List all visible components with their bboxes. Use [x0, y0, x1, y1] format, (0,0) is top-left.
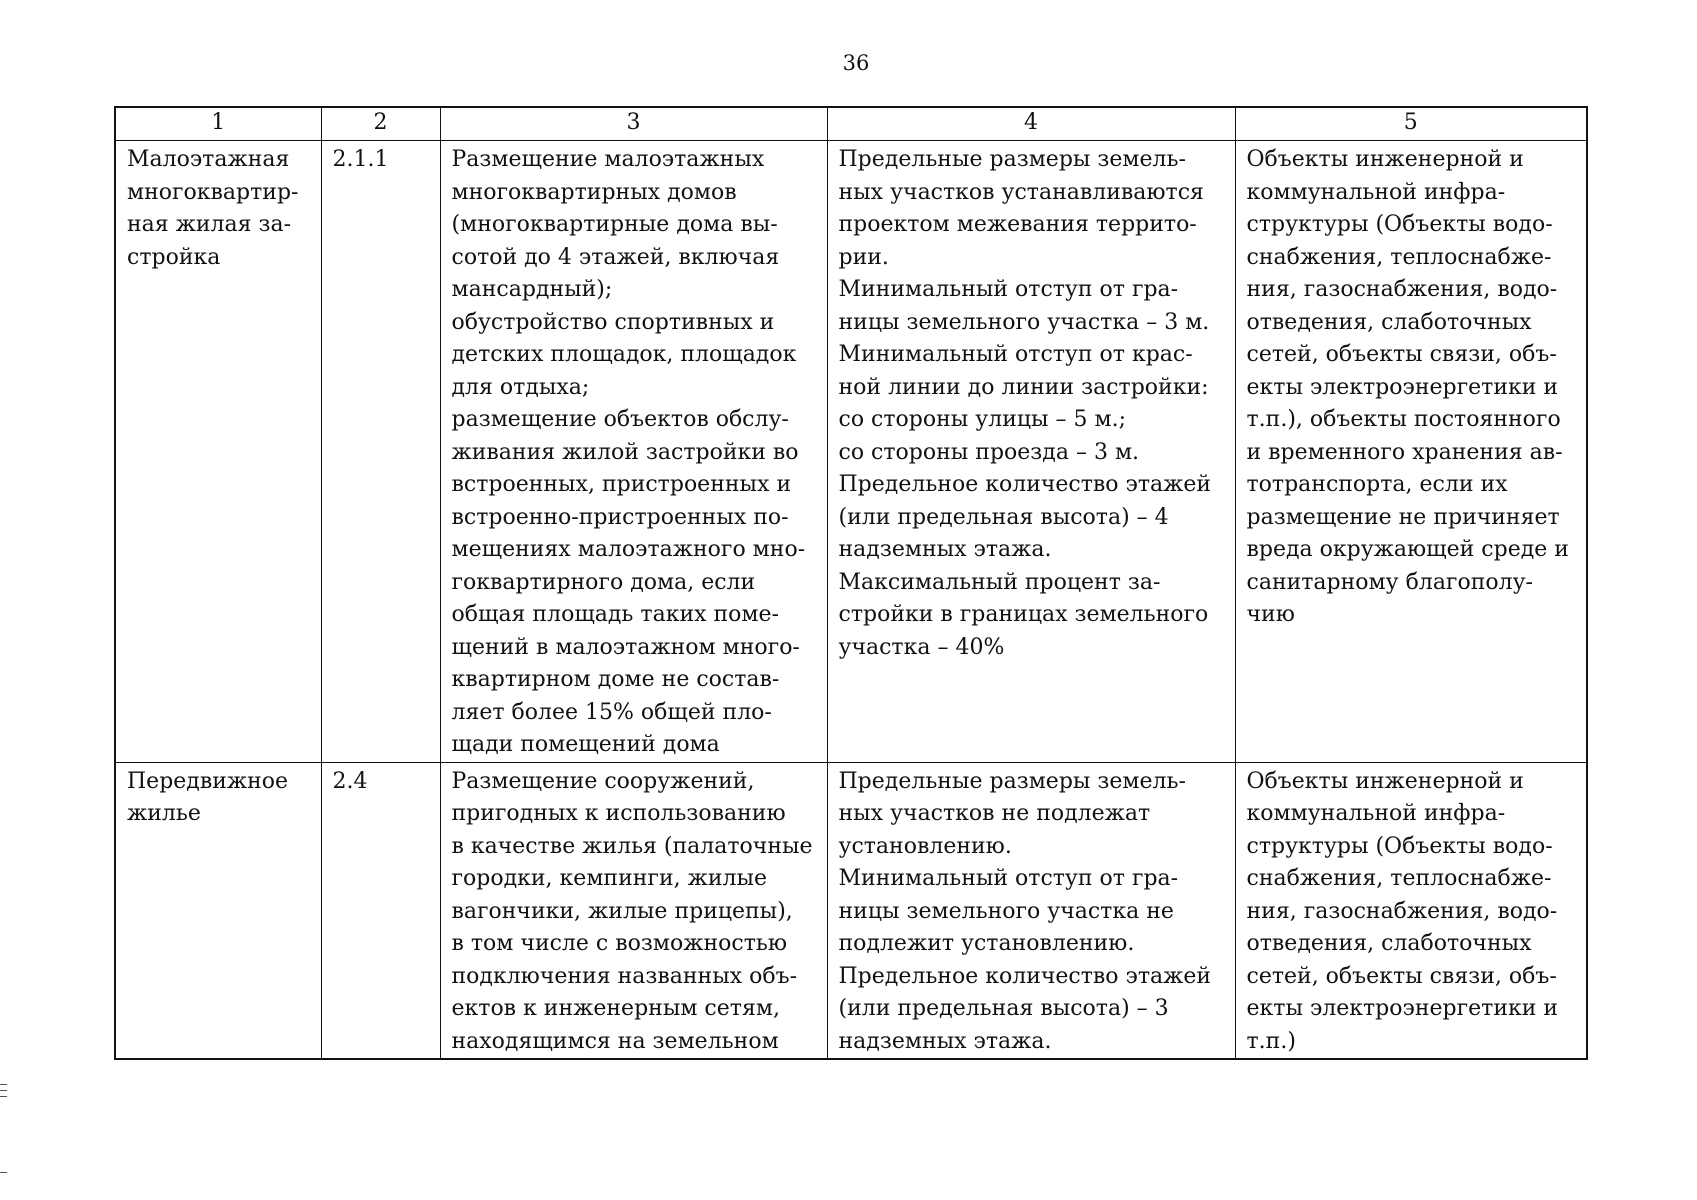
cell-text-line: рии. [838, 244, 889, 270]
cell-text-line: 2.4 [332, 768, 368, 794]
page-number: 36 [842, 51, 870, 75]
land-use-description-cell [440, 762, 827, 1059]
cell-text-line: ния, газоснабжения, водо- [1246, 898, 1558, 924]
cell-text-line: размещение не причиняет [1246, 504, 1560, 530]
cell-text-line: сотой до 4 этажей, включая [451, 244, 780, 270]
cell-text-line: квартирном доме не состав- [451, 667, 780, 692]
cell-text-line: снабжения, теплоснабже- [1246, 866, 1552, 891]
column-header-5: 5 [1235, 107, 1587, 141]
cell-text-line: (многоквартирные дома вы- [451, 212, 778, 237]
land-use-name-cell [115, 141, 321, 763]
cell-text-line: коммунальной инфра- [1246, 179, 1506, 205]
cell-text-line: снабжения, теплоснабже- [1246, 244, 1552, 270]
cell-text-line: сетей, объекты связи, объ- [1246, 342, 1557, 367]
cell-text-line: детских площадок, площадок [451, 342, 797, 367]
cell-text-line: вагончики, жилые прицепы), [451, 898, 793, 924]
cell-text-line: вреда окружающей среде и [1246, 537, 1569, 562]
cell-text-line: пригодных к использованию [451, 801, 786, 826]
cell-text-line: сетей, объекты связи, объ- [1246, 963, 1557, 989]
cell-text-line: Минимальный отступ от гра- [838, 866, 1179, 891]
land-use-description-cell [440, 141, 827, 763]
margin-mark [0, 1172, 7, 1173]
cell-text-line: подключения названных объ- [451, 963, 798, 989]
zoning-table [114, 106, 1588, 1060]
margin-mark [0, 1084, 7, 1085]
cell-text-line: ницы земельного участка не [838, 898, 1174, 924]
cell-text-line: ных участков не подлежат [838, 801, 1151, 826]
cell-text-line: и временного хранения ав- [1246, 439, 1563, 465]
cell-text-line: Минимальный отступ от крас- [838, 342, 1193, 367]
cell-text-line: надземных этажа. [838, 1028, 1052, 1054]
cell-text-line: ния, газоснабжения, водо- [1246, 277, 1558, 302]
cell-text-line: со стороны улицы – 5 м.; [838, 407, 1127, 432]
limit-parameters-cell [827, 141, 1235, 763]
cell-text-line: Объекты инженерной и [1246, 147, 1524, 172]
cell-text-line: 2.1.1 [332, 147, 389, 172]
cell-text-line: ектов к инженерным сетям, [451, 996, 780, 1021]
cell-text-line: отведения, слаботочных [1246, 931, 1532, 956]
cell-text-line: ляет более 15% общей пло- [451, 699, 772, 725]
cell-text-line: в том числе с возможностью [451, 931, 787, 956]
cell-text-line: Размещение сооружений, [451, 768, 755, 794]
cell-text-line: со стороны проезда – 3 м. [838, 439, 1140, 465]
cell-text-line: Передвижное [127, 768, 289, 794]
land-use-code-cell [321, 762, 440, 1059]
cell-text-line: установлению. [838, 833, 1012, 859]
cell-text-line: структуры (Объекты водо- [1246, 833, 1553, 859]
cell-text-line: Максимальный процент за- [838, 569, 1161, 595]
cell-text-line: т.п.), объекты постоянного [1246, 407, 1561, 432]
cell-text-line: стройки в границах земельного [838, 602, 1209, 627]
cell-text-line: стройка [127, 244, 221, 270]
cell-text-line: (или предельная высота) – 4 [838, 504, 1169, 530]
cell-text-line: многоквартир- [127, 179, 299, 205]
land-use-code-cell [321, 141, 440, 763]
cell-text-line: встроенно-пристроенных по- [451, 504, 789, 530]
cell-text-line: многоквартирных домов [451, 179, 737, 205]
cell-text-line: в качестве жилья (палаточные [451, 833, 813, 859]
cell-text-line: общая площадь таких поме- [451, 602, 779, 627]
cell-text-line: для отдыха; [451, 374, 590, 400]
table-row [115, 141, 1587, 763]
cell-text-line: находящимся на земельном [451, 1028, 779, 1054]
cell-text-line: ницы земельного участка – 3 м. [838, 309, 1210, 335]
header-row [115, 107, 1587, 141]
cell-text-line: щений в малоэтажном много- [451, 634, 800, 660]
cell-text-line: санитарному благополу- [1246, 569, 1533, 595]
column-header-4: 4 [827, 107, 1235, 141]
cell-text-line: проектом межевания террито- [838, 212, 1197, 237]
cell-text-line: размещение объектов обслу- [451, 407, 789, 432]
cell-text-line: обустройство спортивных и [451, 309, 775, 335]
cell-text-line: Размещение малоэтажных [451, 147, 765, 172]
cell-text-line: живания жилой застройки во [451, 439, 799, 465]
cell-text-line: структуры (Объекты водо- [1246, 212, 1553, 237]
cell-text-line: надземных этажа. [838, 537, 1052, 562]
cell-text-line: Минимальный отступ от гра- [838, 277, 1179, 302]
cell-text-line: Предельные размеры земель- [838, 768, 1186, 794]
column-header-1: 1 [115, 107, 321, 141]
cell-text-line: (или предельная высота) – 3 [838, 996, 1169, 1021]
cell-text-line: Предельное количество этажей [838, 472, 1212, 497]
cell-text-line: жилье [127, 801, 201, 826]
column-header-3: 3 [440, 107, 827, 141]
cell-text-line: Объекты инженерной и [1246, 768, 1524, 794]
land-use-name-cell [115, 762, 321, 1059]
cell-text-line: ной линии до линии застройки: [838, 374, 1209, 400]
margin-mark [0, 1096, 7, 1097]
cell-text-line: участка – 40% [838, 634, 1005, 660]
cell-text-line: Предельные размеры земель- [838, 147, 1186, 172]
cell-text-line: гоквартирного дома, если [451, 569, 756, 595]
cell-text-line: встроенных, пристроенных и [451, 472, 792, 497]
cell-text-line: отведения, слаботочных [1246, 309, 1532, 335]
cell-text-line: мещениях малоэтажного мно- [451, 537, 806, 562]
cell-text-line: тотранспорта, если их [1246, 472, 1508, 497]
cell-text-line: ная жилая за- [127, 212, 292, 237]
cell-text-line: щади помещений дома [451, 732, 720, 757]
cell-text-line: мансардный); [451, 277, 613, 302]
auxiliary-uses-cell [1235, 762, 1587, 1059]
margin-mark [0, 1090, 7, 1091]
cell-text-line: коммунальной инфра- [1246, 801, 1506, 826]
column-header-2: 2 [321, 107, 440, 141]
cell-text-line: городки, кемпинги, жилые [451, 866, 767, 891]
cell-text-line: т.п.) [1246, 1028, 1296, 1054]
table-row [115, 762, 1587, 1059]
cell-text-line: екты электроэнергетики и [1246, 374, 1559, 400]
cell-text-line: Предельное количество этажей [838, 963, 1212, 989]
cell-text-line: екты электроэнергетики и [1246, 996, 1559, 1021]
cell-text-line: подлежит установлению. [838, 931, 1135, 956]
cell-text-line: Малоэтажная [127, 147, 290, 172]
cell-text-line: чию [1246, 602, 1295, 627]
auxiliary-uses-cell [1235, 141, 1587, 763]
limit-parameters-cell [827, 762, 1235, 1059]
cell-text-line: ных участков устанавливаются [838, 179, 1204, 205]
